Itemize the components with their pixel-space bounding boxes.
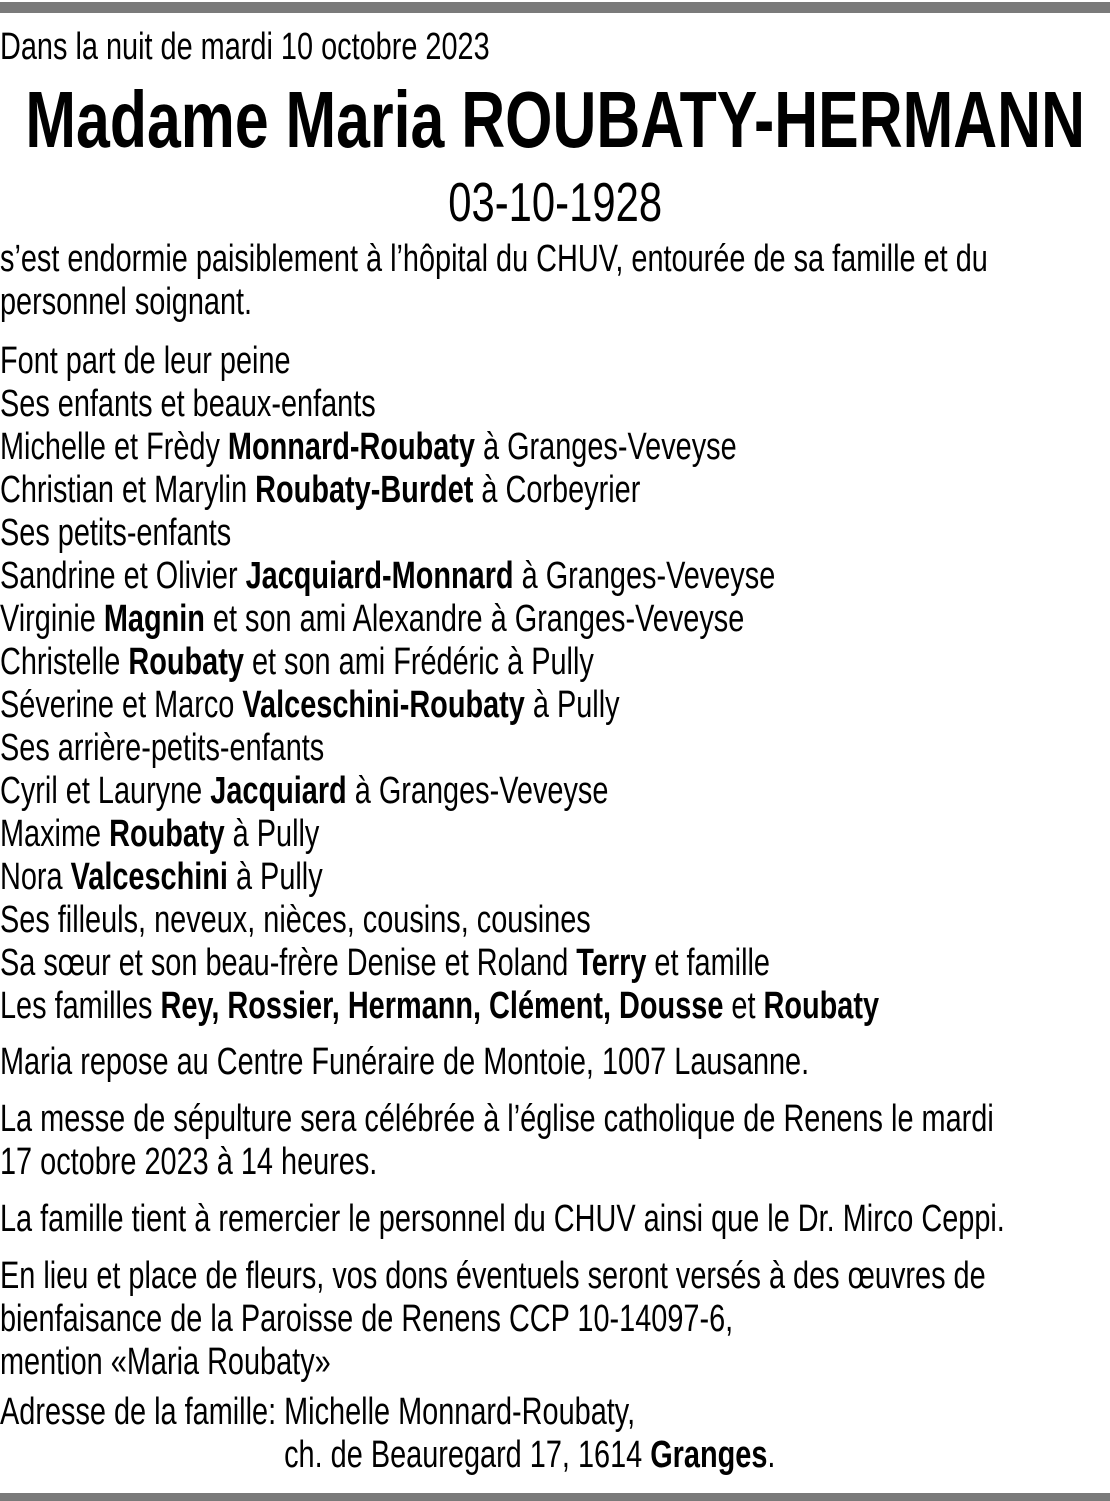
text-line [0, 426, 1110, 469]
bold-name-text: Jacquiard [210, 770, 347, 812]
text-segment: Les familles [0, 985, 161, 1027]
text-segment: Font part de leur peine [0, 340, 291, 382]
mourners-list [0, 340, 1110, 1028]
bold-name-text: Rey, [160, 985, 220, 1027]
bold-name-text: Valceschini-Roubaty [242, 684, 525, 726]
text-line [0, 1141, 1110, 1184]
bold-name-text: Granges [650, 1434, 768, 1476]
text-segment: Adresse de la famille: Michelle Monnard-Roubaty, [0, 1391, 636, 1433]
text-line [0, 727, 1110, 770]
repose-location-paragraph [0, 1041, 1110, 1084]
text-line [0, 238, 1110, 281]
text-segment [219, 985, 227, 1027]
text-segment: Nora [0, 856, 71, 898]
bold-name-text: Magnin [103, 598, 205, 640]
death-date-line: Dans la nuit de mardi 10 octobre 2023 [0, 26, 490, 68]
text-segment: à Pully [227, 856, 323, 898]
text-line [0, 1198, 1110, 1241]
funeral-mass-paragraph [0, 1098, 1110, 1184]
text-line [0, 1434, 1110, 1477]
text-line [0, 1098, 1110, 1141]
text-line [0, 684, 1110, 727]
text-segment [340, 985, 348, 1027]
bold-name-text: Dousse [619, 985, 724, 1027]
text-line [0, 281, 1110, 324]
text-line [0, 985, 1110, 1028]
text-segment: Virginie [0, 598, 104, 640]
text-segment: à Granges-Veveyse [346, 770, 609, 812]
text-segment: Michelle et Frèdy [0, 426, 228, 468]
bold-name-text: Rossier, [227, 985, 340, 1027]
bold-name-text: Monnard-Roubaty [227, 426, 475, 468]
bold-name-text: Clément, [489, 985, 612, 1027]
text-line [0, 856, 1110, 899]
text-segment: et [723, 985, 764, 1027]
text-segment: Sandrine et Olivier [0, 555, 246, 597]
text-segment: Christelle [0, 641, 129, 683]
text-segment [481, 985, 489, 1027]
family-address-paragraph [0, 1391, 1110, 1477]
birth-date: 03-10-1928 [448, 171, 663, 233]
text-segment: et son ami Frédéric à Pully [243, 641, 594, 683]
text-segment: Ses enfants et beaux-enfants [0, 383, 376, 425]
text-line [0, 1255, 1110, 1298]
text-segment: Maxime [0, 813, 110, 855]
text-segment: s’est endormie paisiblement à l’hôpital du CHUV, entourée de sa famille et du [0, 238, 988, 280]
text-segment: et famille [646, 942, 770, 984]
text-segment: ch. de Beauregard 17, 1614 [284, 1434, 651, 1476]
text-segment: mention «Maria Roubaty» [0, 1341, 331, 1383]
text-line [0, 1341, 1110, 1384]
text-segment: Cyril et Lauryne [0, 770, 211, 812]
text-line [0, 770, 1110, 813]
bold-name-text: Roubaty [763, 985, 880, 1027]
text-segment: à Granges-Veveyse [513, 555, 776, 597]
text-segment: Maria repose au Centre Funéraire de Montoie, 1007 Lausanne. [0, 1041, 810, 1083]
text-line [0, 899, 1110, 942]
text-segment: à Pully [224, 813, 320, 855]
text-segment: Ses petits-enfants [0, 512, 232, 554]
text-line [0, 1298, 1110, 1341]
text-line [0, 512, 1110, 555]
text-segment: Christian et Marylin [0, 469, 256, 511]
top-divider-bar [0, 2, 1110, 13]
text-segment: . [767, 1434, 776, 1476]
obituary-notice [0, 13, 1110, 1477]
bold-name-text: Hermann, [347, 985, 482, 1027]
text-segment: Sa sœur et son beau-frère Denise et Roland [0, 942, 577, 984]
text-line [0, 813, 1110, 856]
bold-name-text: Terry [576, 942, 647, 984]
text-segment: La messe de sépulture sera célébrée à l’église catholique de Renens le mardi [0, 1098, 994, 1140]
death-circumstances-paragraph [0, 238, 1110, 324]
bold-name-text: Valceschini [70, 856, 228, 898]
text-segment: La famille tient à remercier le personnel du CHUV ainsi que le Dr. Mirco Ceppi. [0, 1198, 1005, 1240]
text-line [0, 598, 1110, 641]
bold-name-text: Roubaty-Burdet [255, 469, 474, 511]
thanks-paragraph [0, 1198, 1110, 1241]
text-segment: bienfaisance de la Paroisse de Renens CCP 10-14097-6, [0, 1298, 734, 1340]
text-segment: Ses arrière-petits-enfants [0, 727, 325, 769]
bottom-divider-bar [0, 1493, 1110, 1501]
text-segment: En lieu et place de fleurs, vos dons éventuels seront versés à des œuvres de [0, 1255, 986, 1297]
text-segment: Ses filleuls, neveux, nièces, cousins, cousines [0, 899, 591, 941]
text-segment [611, 985, 619, 1027]
text-segment: 17 octobre 2023 à 14 heures. [0, 1141, 378, 1183]
text-segment: et son ami Alexandre à Granges-Veveyse [204, 598, 745, 640]
text-segment: personnel soignant. [0, 281, 253, 323]
text-line [0, 942, 1110, 985]
text-line [0, 469, 1110, 512]
text-line [0, 641, 1110, 684]
text-segment: à Granges-Veveyse [474, 426, 737, 468]
text-segment: Séverine et Marco [0, 684, 243, 726]
deceased-name: Madame Maria ROUBATY-HERMANN [25, 75, 1085, 164]
text-line [0, 555, 1110, 598]
bold-name-text: Jacquiard-Monnard [245, 555, 514, 597]
text-segment: à Pully [524, 684, 620, 726]
text-line [0, 1391, 1110, 1434]
donations-paragraph [0, 1255, 1110, 1384]
text-segment: à Corbeyrier [473, 469, 641, 511]
text-line [0, 340, 1110, 383]
text-line [0, 1041, 1110, 1084]
text-line [0, 383, 1110, 426]
bold-name-text: Roubaty [109, 813, 225, 855]
bold-name-text: Roubaty [128, 641, 244, 683]
